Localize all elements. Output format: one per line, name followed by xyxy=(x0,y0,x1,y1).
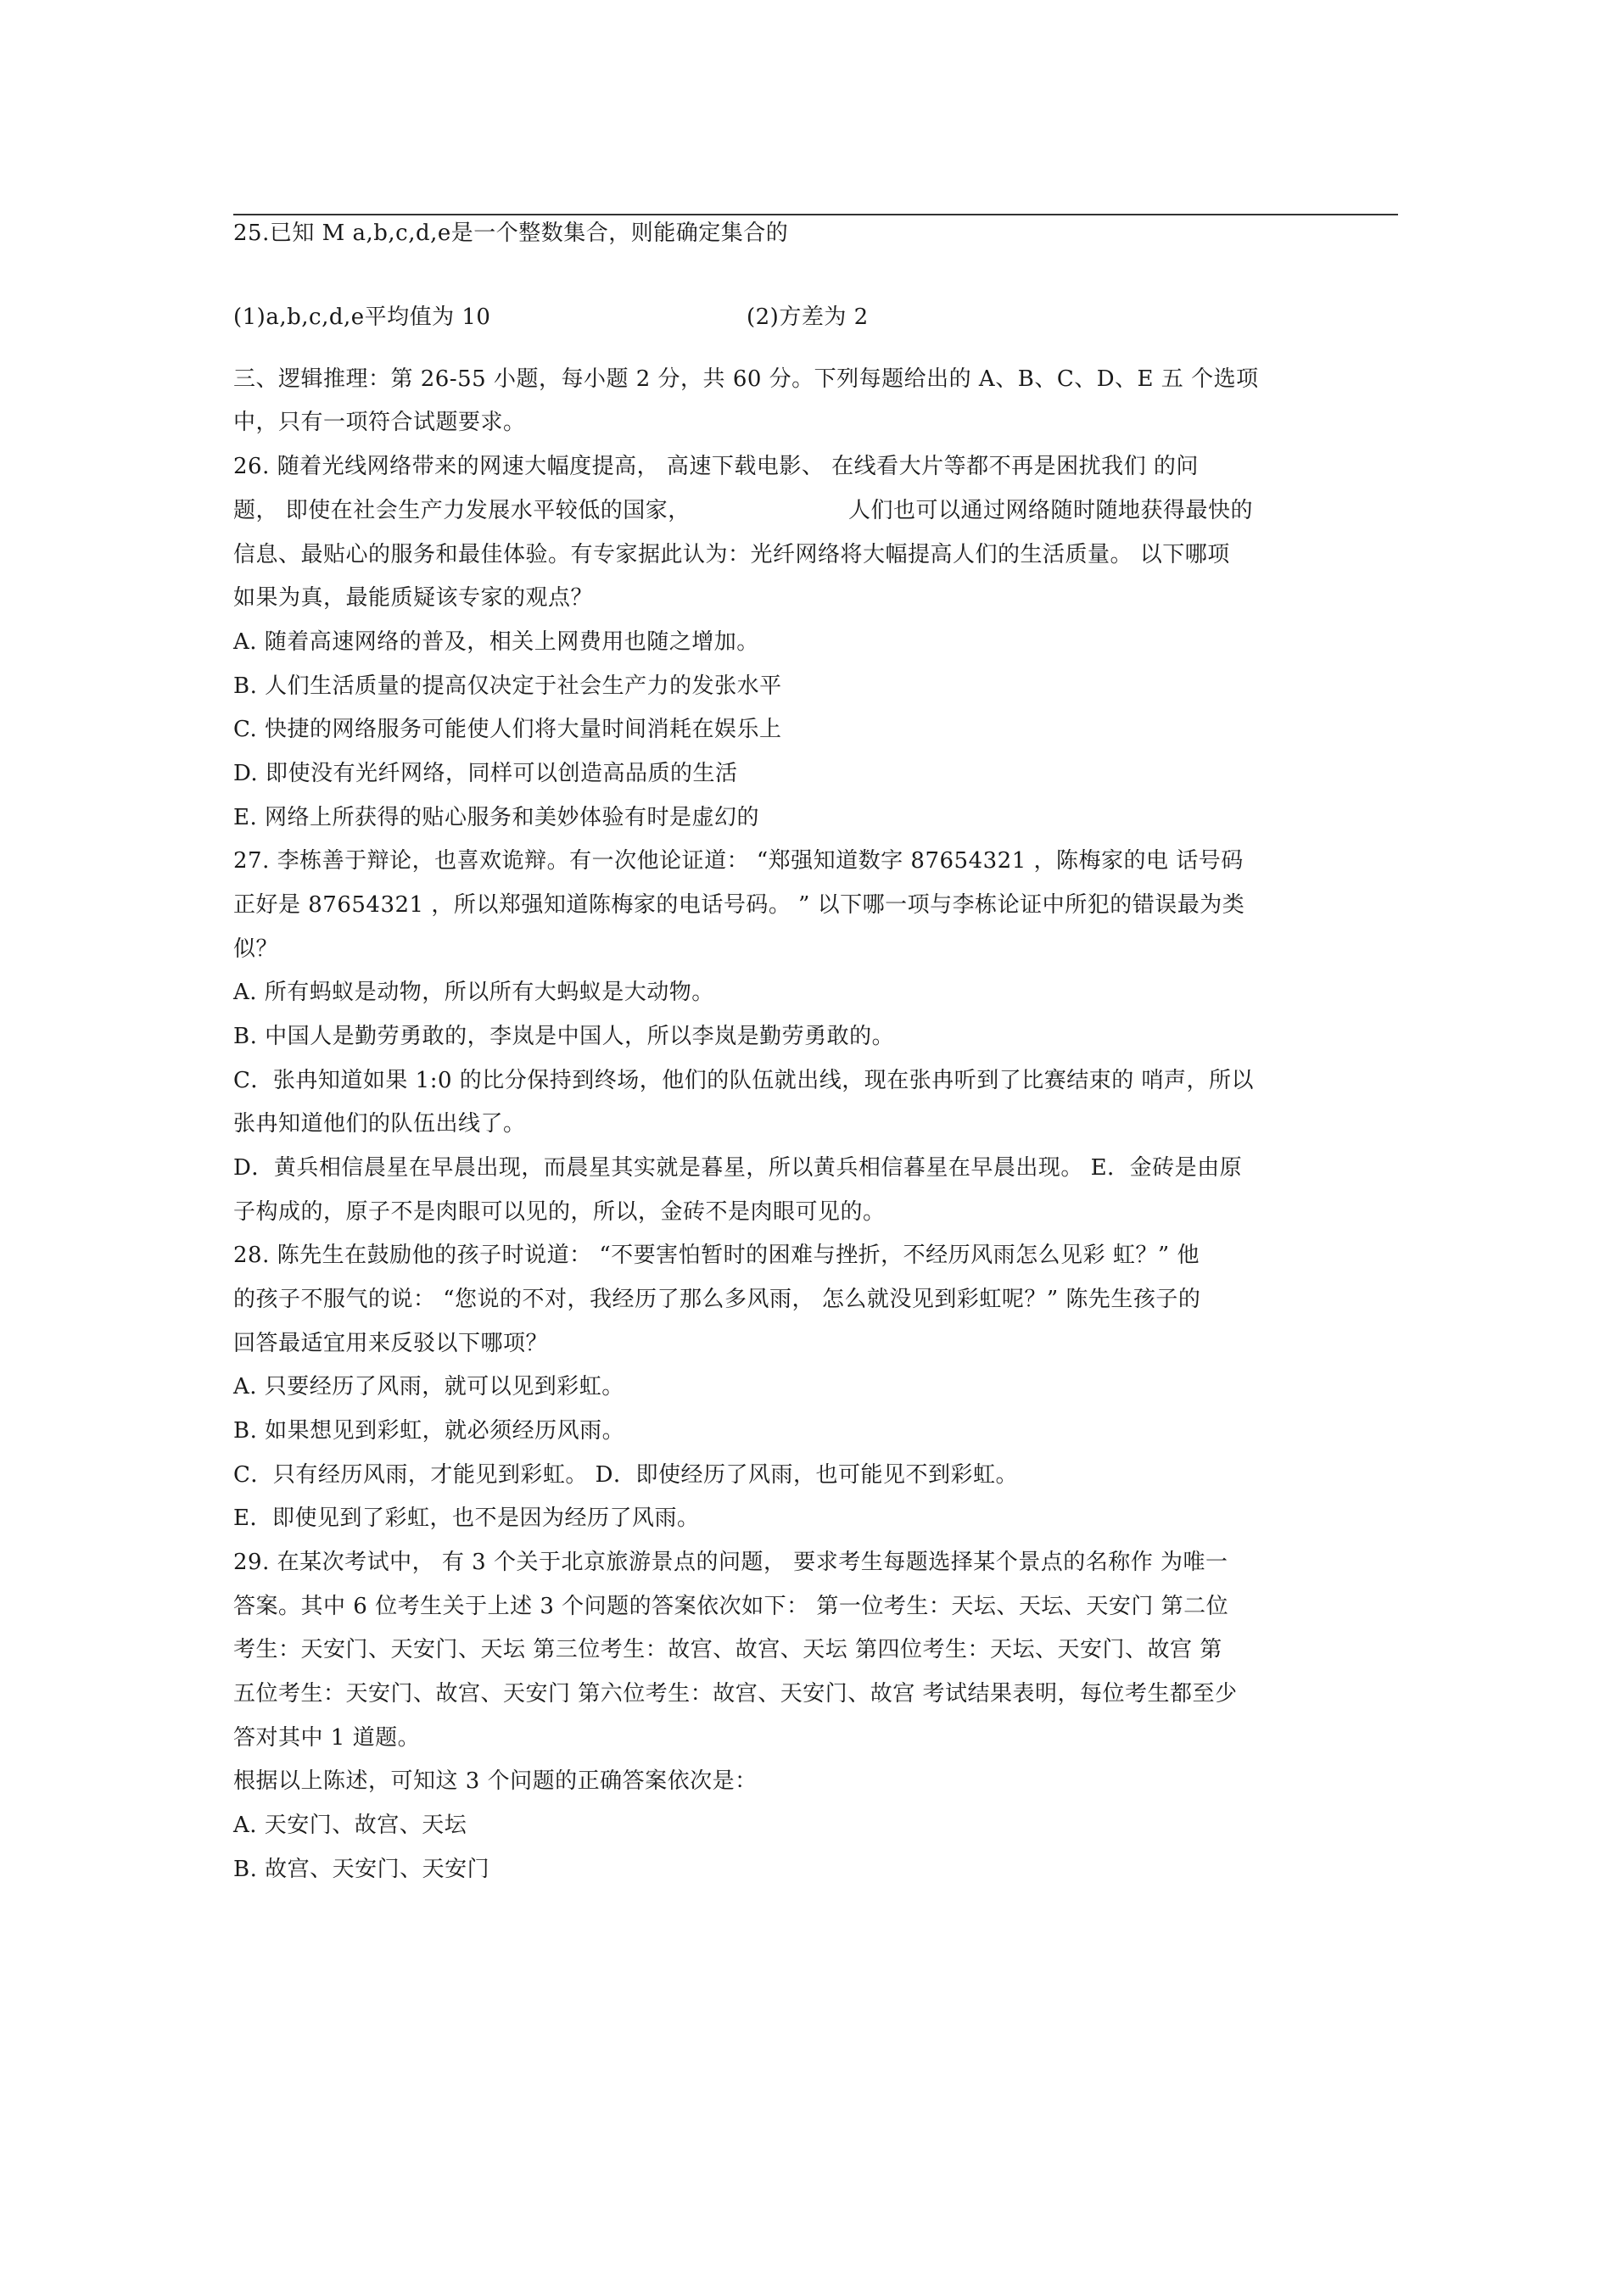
q28-option-b: B. 如果想见到彩虹，就必须经历风雨。 xyxy=(233,1418,625,1444)
section-three-heading: 三、逻辑推理：第 26-55 小题，每小题 2 分，共 60 分。下列每题给出的 A、B、C、D、E 五 个选项 xyxy=(233,366,1259,392)
q26-stem-line-2b: 人们也可以通过网络随时随地获得最快的 xyxy=(848,498,1254,523)
q29-stem-line-4: 五位考生：天安门、故宫、天安门 第六位考生：故宫、天安门、故宫 考试结果表明，每位考生都至少 xyxy=(233,1681,1238,1707)
q29-option-a: A. 天安门、故宫、天坛 xyxy=(233,1813,467,1838)
header-rule xyxy=(233,214,1398,215)
q28-option-c-d: C．只有经历风雨，才能见到彩虹。 D．即使经历了风雨，也可能见不到彩虹。 xyxy=(233,1462,1019,1488)
q26-stem-line-1: 26. 随着光线网络带来的网速大幅度提高， 高速下载电影、 在线看大片等都不再是困扰我们 的问 xyxy=(233,454,1199,479)
q26-option-e: E. 网络上所获得的贴心服务和美妙体验有时是虚幻的 xyxy=(233,805,760,830)
q29-stem-line-1: 29. 在某次考试中， 有 3 个关于北京旅游景点的问题， 要求考生每题选择某个景点的名称作 为唯一 xyxy=(233,1550,1228,1575)
q28-option-e: E．即使见到了彩虹，也不是因为经历了风雨。 xyxy=(233,1506,700,1531)
q27-stem-line-1: 27. 李栋善于辩论，也喜欢诡辩。有一次他论证道： “郑强知道数字 87654321 ，陈梅家的电 话号码 xyxy=(233,848,1244,874)
q26-stem-line-4: 如果为真，最能质疑该专家的观点？ xyxy=(233,585,594,611)
q27-stem-line-3: 似？ xyxy=(233,936,279,962)
q27-option-d-e: D．黄兵相信晨星在早晨出现，而晨星其实就是暮星，所以黄兵相信暮星在早晨出现。 E．金砖是由原 xyxy=(233,1155,1243,1181)
q25-stem: 25.已知 M a,b,c,d,e是一个整数集合，则能确定集合的 xyxy=(233,221,789,246)
q28-option-a: A. 只要经历了风雨，就可以见到彩虹。 xyxy=(233,1374,624,1399)
q27-stem-line-2: 正好是 87654321 ，所以郑强知道陈梅家的电话号码。 ” 以下哪一项与李栋论证中所犯的错误最为类 xyxy=(233,892,1245,918)
q27-option-b: B. 中国人是勤劳勇敢的，李岚是中国人，所以李岚是勤劳勇敢的。 xyxy=(233,1024,895,1049)
q25-condition-1: (1)a,b,c,d,e平均值为 10 xyxy=(233,304,491,330)
q26-stem-line-3: 信息、最贴心的服务和最佳体验。有专家据此认为：光纤网络将大幅提高人们的生活质量。 以下哪项 xyxy=(233,542,1230,567)
q26-option-b: B. 人们生活质量的提高仅决定于社会生产力的发张水平 xyxy=(233,673,782,699)
q27-option-c: C．张冉知道如果 1:0 的比分保持到终场，他们的队伍就出线，现在张冉听到了比赛结束的 哨声，所以 xyxy=(233,1068,1255,1093)
q29-stem-line-2: 答案。其中 6 位考生关于上述 3 个问题的答案依次如下： 第一位考生：天坛、天坛、天安门 第二位 xyxy=(233,1594,1229,1619)
q29-prompt: 根据以上陈述，可知这 3 个问题的正确答案依次是： xyxy=(233,1768,758,1794)
q29-stem-line-3: 考生：天安门、天安门、天坛 第三位考生：故宫、故宫、天坛 第四位考生：天坛、天安门、故宫 第 xyxy=(233,1637,1222,1662)
section-three-heading-cont: 中，只有一项符合试题要求。 xyxy=(233,410,526,435)
q28-stem-line-1: 28. 陈先生在鼓励他的孩子时说道： “不要害怕暂时的困难与挫折，不经历风雨怎么见彩 虹？” 他 xyxy=(233,1243,1200,1268)
q29-option-b: B. 故宫、天安门、天安门 xyxy=(233,1857,490,1882)
q25-condition-2: (2)方差为 2 xyxy=(747,304,869,330)
q26-option-d: D. 即使没有光纤网络，同样可以创造高品质的生活 xyxy=(233,761,738,786)
q29-stem-line-5: 答对其中 1 道题。 xyxy=(233,1725,421,1751)
q27-option-e-cont: 子构成的，原子不是肉眼可以见的，所以，金砖不是肉眼可见的。 xyxy=(233,1199,886,1225)
q26-stem-line-2a: 题， 即使在社会生产力发展水平较低的国家， xyxy=(233,498,691,523)
q28-stem-line-3: 回答最适宜用来反驳以下哪项？ xyxy=(233,1331,549,1356)
q26-option-c: C. 快捷的网络服务可能使人们将大量时间消耗在娱乐上 xyxy=(233,717,782,742)
q27-option-c-cont: 张冉知道他们的队伍出线了。 xyxy=(233,1111,526,1137)
q27-option-a: A. 所有蚂蚁是动物，所以所有大蚂蚁是大动物。 xyxy=(233,980,714,1005)
q26-option-a: A. 随着高速网络的普及，相关上网费用也随之增加。 xyxy=(233,629,759,655)
q28-stem-line-2: 的孩子不服气的说： “您说的不对，我经历了那么多风雨， 怎么就没见到彩虹呢？” 陈先生孩子的 xyxy=(233,1287,1201,1312)
